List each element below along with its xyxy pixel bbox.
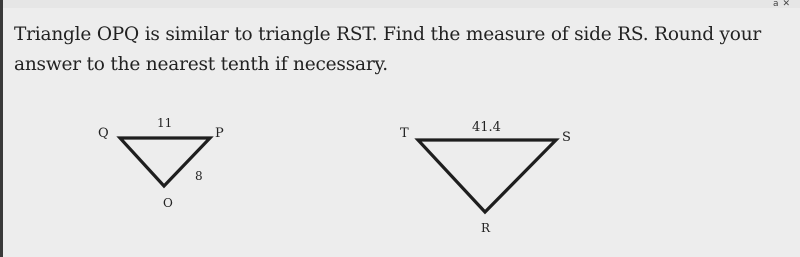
vertex-t-label: T [400, 126, 409, 141]
vertex-p-label: P [215, 126, 224, 141]
vertex-r-label: R [481, 221, 491, 235]
vertex-s-label: S [562, 130, 571, 145]
close-icon[interactable]: ✕ [782, 0, 794, 9]
side-qp-length: 11 [157, 116, 173, 130]
triangle-rst-shape [418, 140, 556, 212]
pin-icon[interactable]: a [772, 0, 783, 9]
side-po-length: 8 [195, 169, 203, 183]
side-ts-length: 41.4 [472, 120, 501, 135]
vertex-q-label: Q [98, 126, 109, 141]
triangle-rst [400, 120, 571, 235]
triangle-opq [98, 116, 224, 210]
question-text: Triangle OPQ is similar to triangle RST. Find the measure of side RS. Round your answer to the nearest tenth if necessary. [14, 24, 762, 75]
vertex-o-label: O [163, 196, 173, 210]
